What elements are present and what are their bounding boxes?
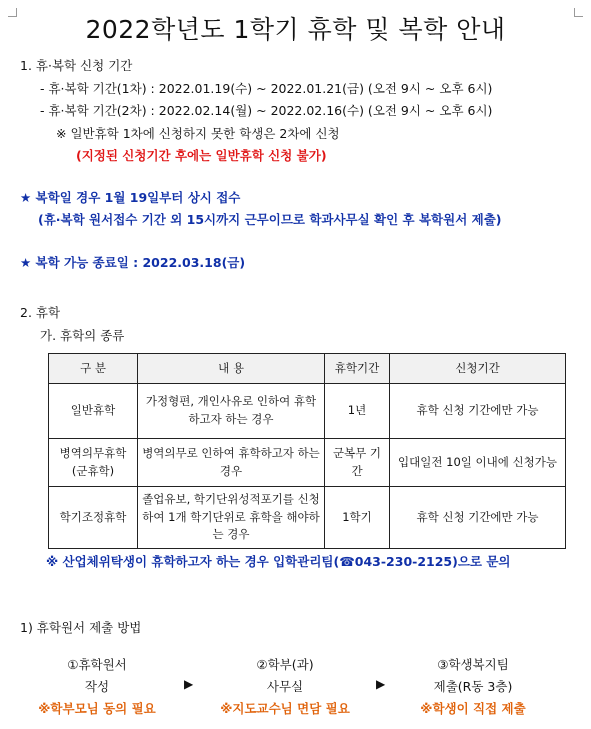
table-cell: 일반휴학 [49, 384, 138, 439]
step-item [398, 654, 548, 720]
step-note: ※학생이 직접 제출 [420, 701, 526, 716]
section2-heading: 2. 휴학 [20, 305, 61, 320]
section1-warning: (지정된 신청기간 후에는 일반휴학 신청 불가) [76, 148, 327, 163]
industry-student-footnote: ※ 산업체위탁생이 휴학하고자 하는 경우 입학관리팀(☎043-230-2125)으로 문의 [46, 554, 511, 569]
table-header: 구 분 [49, 354, 138, 384]
table-cell: 입대일전 10일 이내에 신청가능 [390, 439, 566, 487]
leave-types-table [48, 353, 566, 549]
table-header: 내 용 [138, 354, 325, 384]
step-item [22, 654, 172, 720]
table-header: 휴학기간 [325, 354, 390, 384]
step-subtitle: 제출(R동 3층) [433, 679, 513, 694]
table-header: 신청기간 [390, 354, 566, 384]
table-cell: 군복무 기간 [325, 439, 390, 487]
step-title: ③학생복지팀 [437, 657, 509, 672]
table-row [49, 487, 566, 549]
table-cell: 가정형편, 개인사유로 인하여 휴학하고자 하는 경우 [138, 384, 325, 439]
return-deadline: ★ 복학 가능 종료일 : 2022.03.18(금) [20, 255, 246, 270]
period-first: - 휴·복학 기간(1차) : 2022.01.19(수) ~ 2022.01.21(금) (오전 9시 ~ 오후 6시) [40, 81, 493, 96]
table-header-row [49, 354, 566, 384]
section1-note: ※ 일반휴학 1차에 신청하지 못한 학생은 2차에 신청 [56, 126, 340, 141]
arrow-right-icon: ▶ [376, 677, 386, 691]
step-title: ②학부(과) [256, 657, 314, 672]
step-title: ①휴학원서 [67, 657, 127, 672]
step-note: ※학부모님 동의 필요 [38, 701, 156, 716]
table-cell: 병역의무휴학 (군휴학) [49, 439, 138, 487]
section1-heading: 1. 휴·복학 신청 기간 [20, 58, 133, 73]
table-cell: 1년 [325, 384, 390, 439]
table-cell: 졸업유보, 학기단위성적포기를 신청하여 1개 학기단위로 휴학을 해야하는 경우 [138, 487, 325, 549]
table-cell: 병역의무로 인하여 휴학하고자 하는 경우 [138, 439, 325, 487]
table-cell: 1학기 [325, 487, 390, 549]
table-row [49, 384, 566, 439]
section2-subheading: 가. 휴학의 종류 [40, 328, 125, 343]
arrow-right-icon: ▶ [184, 677, 194, 691]
table-cell: 휴학 신청 기간에만 가능 [390, 487, 566, 549]
document-title: 2022학년도 1학기 휴학 및 복학 안내 [85, 15, 506, 44]
table-cell: 학기조정휴학 [49, 487, 138, 549]
return-notice-detail: (휴·복학 원서접수 기간 외 15시까지 근무이므로 학과사무실 확인 후 복학원서 제출) [38, 212, 502, 227]
step-subtitle: 사무실 [266, 679, 304, 694]
period-second: - 휴·복학 기간(2차) : 2022.02.14(월) ~ 2022.02.16(수) (오전 9시 ~ 오후 6시) [40, 103, 493, 118]
step-subtitle: 작성 [84, 679, 110, 694]
return-notice: ★ 복학일 경우 1월 19일부터 상시 접수 [20, 190, 241, 205]
step-item [210, 654, 360, 720]
table-cell: 휴학 신청 기간에만 가능 [390, 384, 566, 439]
section3-heading: 1) 휴학원서 제출 방법 [20, 620, 142, 635]
table-row [49, 439, 566, 487]
step-note: ※지도교수님 면담 필요 [220, 701, 350, 716]
